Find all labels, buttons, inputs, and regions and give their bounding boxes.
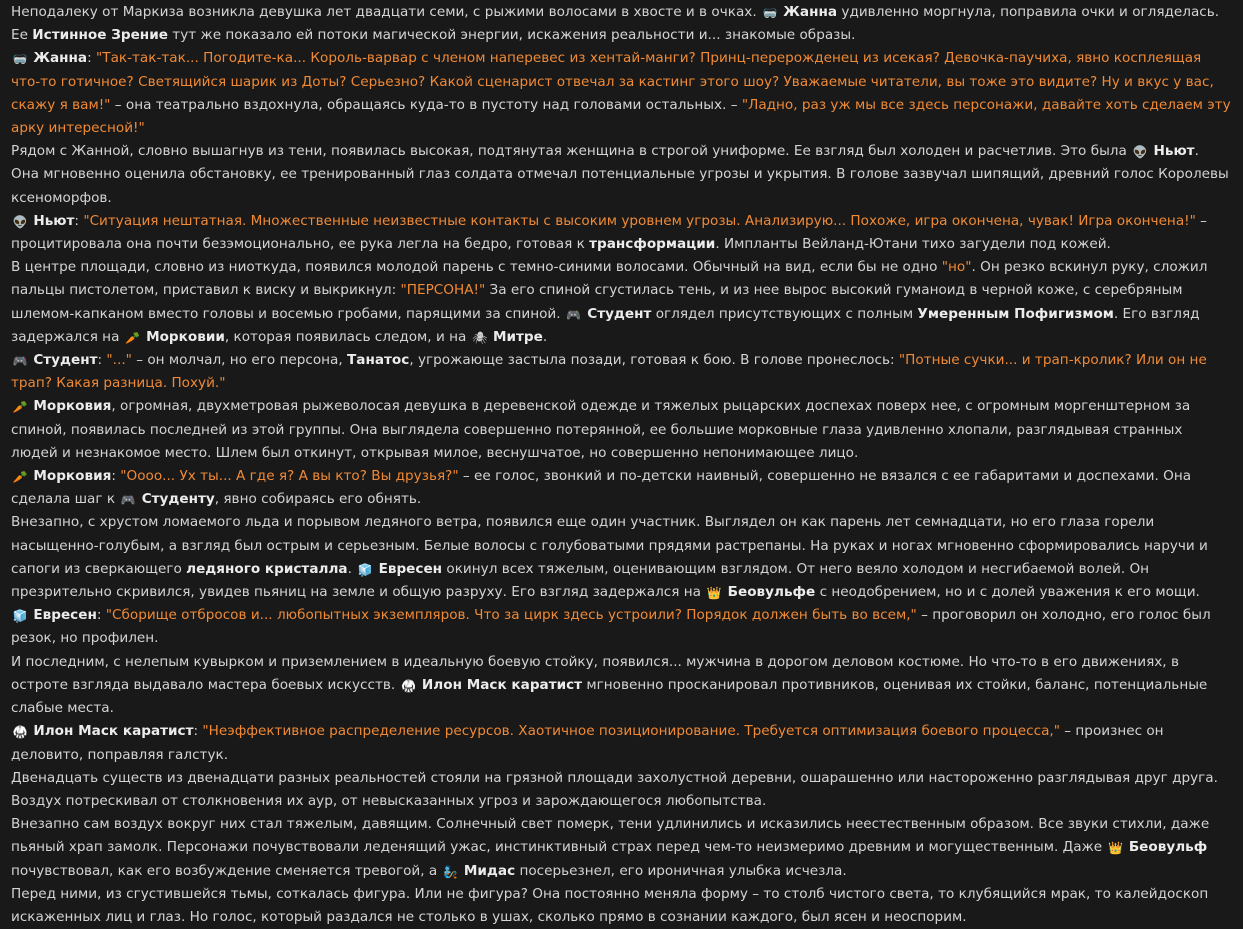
carrot-icon: 🥕 (12, 470, 28, 485)
narration-text: : (74, 212, 84, 229)
narration-text: : (87, 50, 97, 67)
ice-cube-icon: 🧊 (357, 562, 373, 577)
martial-arts-uniform-icon: 🥋 (12, 725, 28, 740)
dialogue-quote: "Так-так-так... Погодите-ка... Король-варвар с членом наперевес из хентай-манги? Принц-перерожденец из исекая? Девочка-паучиха, явно косплеящая что-то готичное? Светящийся шарик из Доты? Серьезно? Какой сценарист отвечал за кастинг этого шоу? Уважаемые читатели, вы тоже это видите? Ну и вкус у вас, скажу я вам!" (11, 50, 1214, 113)
character-name: Митре (492, 328, 543, 345)
character-name: Студенту (141, 491, 215, 508)
story-paragraph (11, 767, 1231, 813)
gamepad-icon: 🎮 (12, 354, 28, 369)
goggles-icon: 🥽 (12, 52, 28, 67)
narration-text: – проговорил он холодно, его голос был резок, но профилен. (11, 607, 1211, 647)
ice-cube-icon: 🧊 (12, 609, 28, 624)
dialogue-quote: "Оооо... Ух ты... А где я? А вы кто? Вы друзья?" (120, 468, 459, 485)
gamepad-icon: 🎮 (120, 493, 136, 508)
crown-icon: 👑 (706, 586, 722, 601)
story-paragraph (11, 395, 1231, 465)
story-paragraph (11, 210, 1231, 256)
narration-text: – он молчал, но его персона, (131, 352, 348, 369)
character-name: Беовульф (1128, 839, 1208, 856)
character-name: Морковия (33, 468, 112, 485)
narration-text: , угрожающе застыла позади, готовая к бою. В голове пронеслось: (409, 352, 899, 369)
character-name: Евресен (33, 607, 97, 624)
narration-text: . (347, 560, 357, 577)
narration-text: тут же показало ей потоки магической энергии, искажения реальности и... знакомые образы. (167, 27, 856, 44)
narration-text: За его спиной сгустилась тень, и из нее вырос высокий гуманоид в черной коже, с серебряным шлемом-капканом вместо головы и восемью гробами, парящими за спиной. (11, 282, 1183, 322)
narration-text: , явно собираясь его обнять. (214, 491, 422, 508)
character-name: Евресен (378, 560, 443, 577)
narration-text: : (96, 607, 106, 624)
narration-text: : (97, 352, 107, 369)
narration-text: Неподалеку от Маркиза возникла девушка лет двадцати семи, с рыжими волосами в хвосте и в очках. (11, 4, 761, 20)
character-name: Студент (33, 352, 98, 369)
narration-text: , которая появилась следом, и на (224, 328, 471, 345)
character-name: Жанна (33, 50, 88, 67)
narration-text: – произнес он деловито, поправляя галстук. (11, 723, 1164, 763)
narration-text: Двенадцать существ из двенадцати разных реальностей стояли на грязной площади захолустной деревни, ошарашенно или настороженно разглядывая друг друга. Воздух потрескивал от столкновения их аур, от невысказанных угроз и зарождающегося любопытства. (11, 769, 1218, 809)
story-paragraph (11, 651, 1231, 721)
character-name: Жанна (783, 4, 838, 20)
narration-text: . Импланты Вейланд-Ютани тихо загудели под кожей. (715, 236, 1111, 253)
character-name: Студент (587, 305, 652, 322)
narration-text: , огромная, двухметровая рыжеволосая девушка в деревенской одежде и тяжелых рыцарских доспехах поверх нее, с огромным моргенштерном за спиной, появилась последней из этой группы. Она выглядела совершенно потерянной, ее большие морковные глаза удивленно хлопали, разглядывая странных людей и незнакомое место. Шлем был откинут, открывая милое, веснушчатое, но совершенно непонимающее лицо. (11, 398, 1191, 461)
carrot-icon: 🥕 (12, 400, 28, 415)
spider-icon: 🕷 (472, 330, 488, 345)
alien-icon: 👽 (12, 214, 28, 229)
alien-icon: 👽 (1132, 145, 1148, 160)
character-name: Умеренным Пофигизмом (917, 305, 1114, 322)
character-name: Морковия (33, 398, 112, 415)
narration-text: И последним, с нелепым кувырком и приземлением в идеальную боевую стойку, появился... мужчина в дорогом деловом костюме. Но что-то в его движениях, в остроте взгляда выдавало мастера боевых искусств. (11, 653, 1179, 693)
narration-text: Перед ними, из сгустившейся тьмы, соткалась фигура. Или не фигура? Она постоянно меняла форму – то столб чистого света, то клубящийся мрак, то калейдоскоп искаженных лиц и глаз. Но голос, который раздался не столько в ушах, сколько прямо в сознании каждого, был ясен и неоспорим. (11, 885, 1209, 925)
narration-text: почувствовал, как его возбуждение сменяется тревогой, а (11, 862, 442, 879)
character-name: Ньют (33, 212, 75, 229)
character-name: ледяного кристалла (186, 560, 348, 577)
narration-text: Рядом с Жанной, словно вышагнув из тени, появилась высокая, подтянутая женщина в строгой униформе. Ее взгляд был холоден и расчетлив. Это была (11, 143, 1132, 160)
character-name: Илон Маск каратист (33, 723, 194, 740)
narration-text: . Она мгновенно оценила обстановку, ее тренированный глаз солдата отмечал потенциальные угрозы и укрытия. В голове зазвучал шипящий, древний голос Королевы ксеноморфов. (11, 143, 1229, 206)
narration-text: : (193, 723, 203, 740)
narration-text: удивленно моргнула, поправила очки и огляделась. Ее (11, 4, 1220, 44)
story-paragraph (11, 720, 1231, 766)
crown-icon: 👑 (1108, 841, 1123, 856)
genie-icon: 🧞 (443, 864, 459, 879)
narration-text: В центре площади, словно из ниоткуда, появился молодой парень с темно-синими волосами. Обычный на вид, если бы не одно (11, 259, 942, 276)
character-name: Ньют (1153, 143, 1195, 160)
narration-text: : (111, 468, 121, 485)
narration-text: оглядел присутствующих с полным (651, 305, 918, 322)
narration-text: посерьезнел, его ироничная улыбка исчезла. (515, 862, 847, 879)
martial-arts-uniform-icon: 🥋 (401, 678, 417, 693)
narration-text: . (542, 328, 548, 345)
narration-text: Внезапно сам воздух вокруг них стал тяжелым, давящим. Солнечный свет померк, тени удлинились и исказились неестественным образом. Все звуки стихли, даже пьяный храп замолк. Персонажи почувствовали леденящий ужас, инстинктивный страх перед чем-то неизмеримо древним и могущественным. Даже (11, 816, 1210, 856)
narration-text: окинул всех тяжелым, оценивающим взглядом. От него веяло холодом и несгибаемой волей. Он презрительно скривился, увидев пьяниц на земле и общую разруху. Его взгляд задержался на (11, 560, 1150, 601)
narration-text: мгновенно просканировал противников, оценивая их стойки, баланс, потенциальные слабые места. (11, 676, 1208, 717)
character-name: Илон Маск каратист (421, 676, 583, 693)
dialogue-quote: "но" (941, 259, 972, 276)
narration-text: . Его взгляд задержался на (11, 305, 1200, 345)
narration-text: Внезапно, с хрустом ломаемого льда и порывом ледяного ветра, появился еще один участник. Выглядел он как парень лет семнадцати, но его глаза горели насыщенно-голубым, а взгляд был острым и серьезным. Белые волосы с голубоватыми прядями растрепаны. На руках и ногах мгновенно сформировались наручи и сапоги из сверкающего (11, 514, 1208, 577)
narration-text: – она театрально вздохнула, обращаясь куда-то в пустоту над головами остальных. – (110, 96, 742, 113)
carrot-icon: 🥕 (125, 330, 141, 345)
narration-text: – ее голос, звонкий и по-детски наивный, совершенно не вязался с ее габаритами и доспехами. Она сделала шаг к (11, 468, 1192, 508)
narration-text: с неодобрением, но и с долей уважения к его мощи. (815, 584, 1200, 601)
story-paragraph (11, 883, 1231, 929)
story-paragraph (11, 813, 1231, 883)
dialogue-quote: "Ситуация нештатная. Множественные неизвестные контакты с высоким уровнем угрозы. Анализирую... Похоже, игра окончена, чувак! Игра окончена!" (83, 212, 1196, 229)
story-paragraph (11, 511, 1231, 604)
narration-text: . Он резко вскинул руку, сложил пальцы пистолетом, приставил к виску и выкрикнул: (11, 259, 1208, 299)
character-name: Мидас (463, 862, 516, 879)
story-paragraph (11, 465, 1231, 511)
dialogue-quote: "ПЕРСОНА!" (400, 282, 486, 299)
dialogue-quote: "Сборище отбросов и... любопытных экземпляров. Что за цирк здесь устроили? Порядок должен быть во всем," (105, 607, 917, 624)
story-paragraph (11, 1, 1231, 47)
story-paragraph (11, 256, 1231, 349)
dialogue-quote: "Неэффективное распределение ресурсов. Хаотичное позиционирование. Требуется оптимизация боевого процесса," (202, 723, 1060, 740)
goggles-icon: 🥽 (762, 6, 778, 20)
dialogue-quote: "Ладно, раз уж мы все здесь персонажи, давайте хоть сделаем эту арку интересной!" (11, 96, 1231, 137)
story-paragraph (11, 349, 1231, 395)
character-name: Морковии (146, 328, 225, 345)
character-name: Танатос (347, 352, 410, 369)
character-name: Беовульфе (727, 584, 816, 601)
character-name: трансформации (589, 236, 716, 253)
gamepad-icon: 🎮 (566, 307, 582, 322)
dialogue-quote: "..." (106, 352, 132, 369)
story-paragraph (11, 140, 1231, 210)
character-name: Истинное Зрение (32, 27, 168, 44)
story-paragraph (11, 47, 1231, 140)
story-paragraph (11, 604, 1231, 650)
narration-text: – процитировала она почти безэмоционально, ее рука легла на бедро, готовая к (11, 212, 1207, 253)
dialogue-quote: "Потные сучки... и трап-кролик? Или он не трап? Какая разница. Похуй." (11, 352, 1207, 392)
